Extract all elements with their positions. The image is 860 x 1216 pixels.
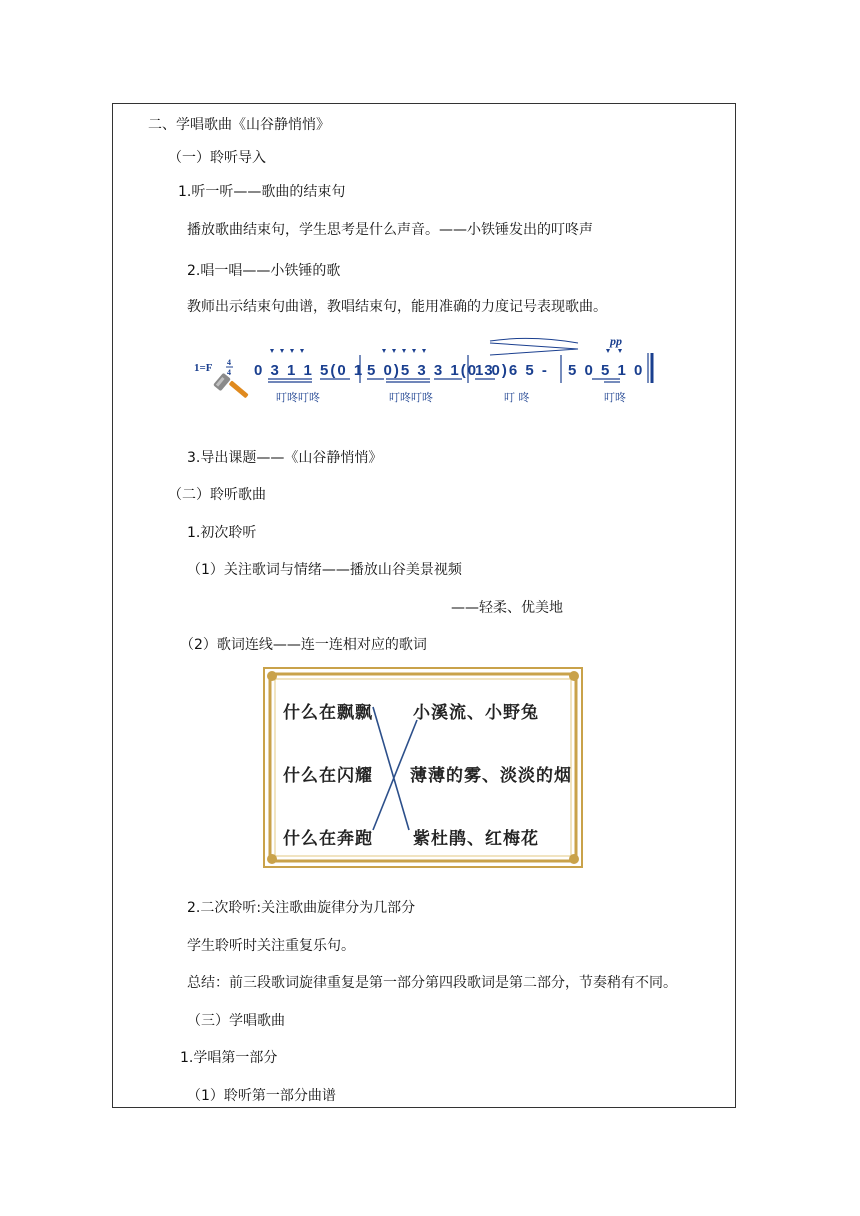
time-bottom: 4 bbox=[227, 368, 231, 377]
left-lyric: 什么在闪耀 bbox=[283, 766, 373, 786]
item-heading: 2.二次聆听:关注歌曲旋律分为几部分 bbox=[187, 900, 416, 916]
score-lyric: 叮咚叮咚 bbox=[276, 391, 320, 404]
score-lyric: 叮咚叮咚 bbox=[389, 391, 433, 404]
part-heading-1: （一）聆听导入 bbox=[168, 150, 266, 166]
summary: 总结：前三段歌词旋律重复是第一部分第四段歌词是第二部分，节奏稍有不同。 bbox=[187, 975, 677, 991]
left-lyric: 什么在飘飘 bbox=[283, 703, 373, 723]
ending-phrase-score bbox=[190, 333, 670, 413]
part-heading-3: （三）学唱歌曲 bbox=[187, 1013, 285, 1029]
score-measure-1: 0 3 1 1 5(0 1 bbox=[254, 362, 365, 379]
score-measure-3: 1 0)6 5 - bbox=[475, 362, 549, 379]
right-lyric: 小溪流、小野兔 bbox=[413, 703, 539, 723]
score-measure-4: 5 0 5 1 0 bbox=[568, 362, 645, 379]
time-top: 4 bbox=[227, 358, 231, 367]
right-lyric: 紫杜鹃、红梅花 bbox=[413, 829, 539, 849]
sub-item: （2）歌词连线——连一连相对应的歌词 bbox=[180, 637, 427, 653]
score-lyric: 叮咚 bbox=[604, 391, 626, 404]
answer-text: ——轻柔、优美地 bbox=[451, 600, 563, 616]
item-heading: 2.唱一唱——小铁锤的歌 bbox=[187, 263, 341, 279]
left-lyric: 什么在奔跑 bbox=[283, 829, 373, 849]
score-measure-2: 5 0)5 3 3 1(0 3 bbox=[367, 362, 495, 379]
right-lyric: 薄薄的雾、淡淡的烟 bbox=[410, 766, 572, 786]
score-lyric: 叮 咚 bbox=[504, 391, 530, 404]
item-heading: 3.导出课题——《山谷静悄悄》 bbox=[187, 450, 383, 466]
paragraph: 教师出示结束句曲谱，教唱结束句，能用准确的力度记号表现歌曲。 bbox=[187, 299, 607, 315]
part-heading-2: （二）聆听歌曲 bbox=[168, 487, 266, 503]
paragraph: 播放歌曲结束句，学生思考是什么声音。——小铁锤发出的叮咚声 bbox=[187, 222, 593, 238]
paragraph: 学生聆听时关注重复乐句。 bbox=[187, 938, 355, 954]
dynamic-mark: pp bbox=[610, 334, 622, 348]
lesson-table-cell bbox=[112, 103, 736, 1108]
sub-item: （1）关注歌词与情绪——播放山谷美景视频 bbox=[187, 562, 462, 578]
section-heading: 二、学唱歌曲《山谷静悄悄》 bbox=[148, 117, 330, 133]
item-heading: 1.初次聆听 bbox=[187, 525, 257, 541]
item-heading: 1.听一听——歌曲的结束句 bbox=[178, 184, 346, 200]
item-heading: 1.学唱第一部分 bbox=[180, 1050, 278, 1066]
sub-item: （1）聆听第一部分曲谱 bbox=[187, 1088, 336, 1104]
key-signature: 1=F bbox=[194, 362, 213, 374]
lyric-matching-figure bbox=[263, 667, 583, 868]
